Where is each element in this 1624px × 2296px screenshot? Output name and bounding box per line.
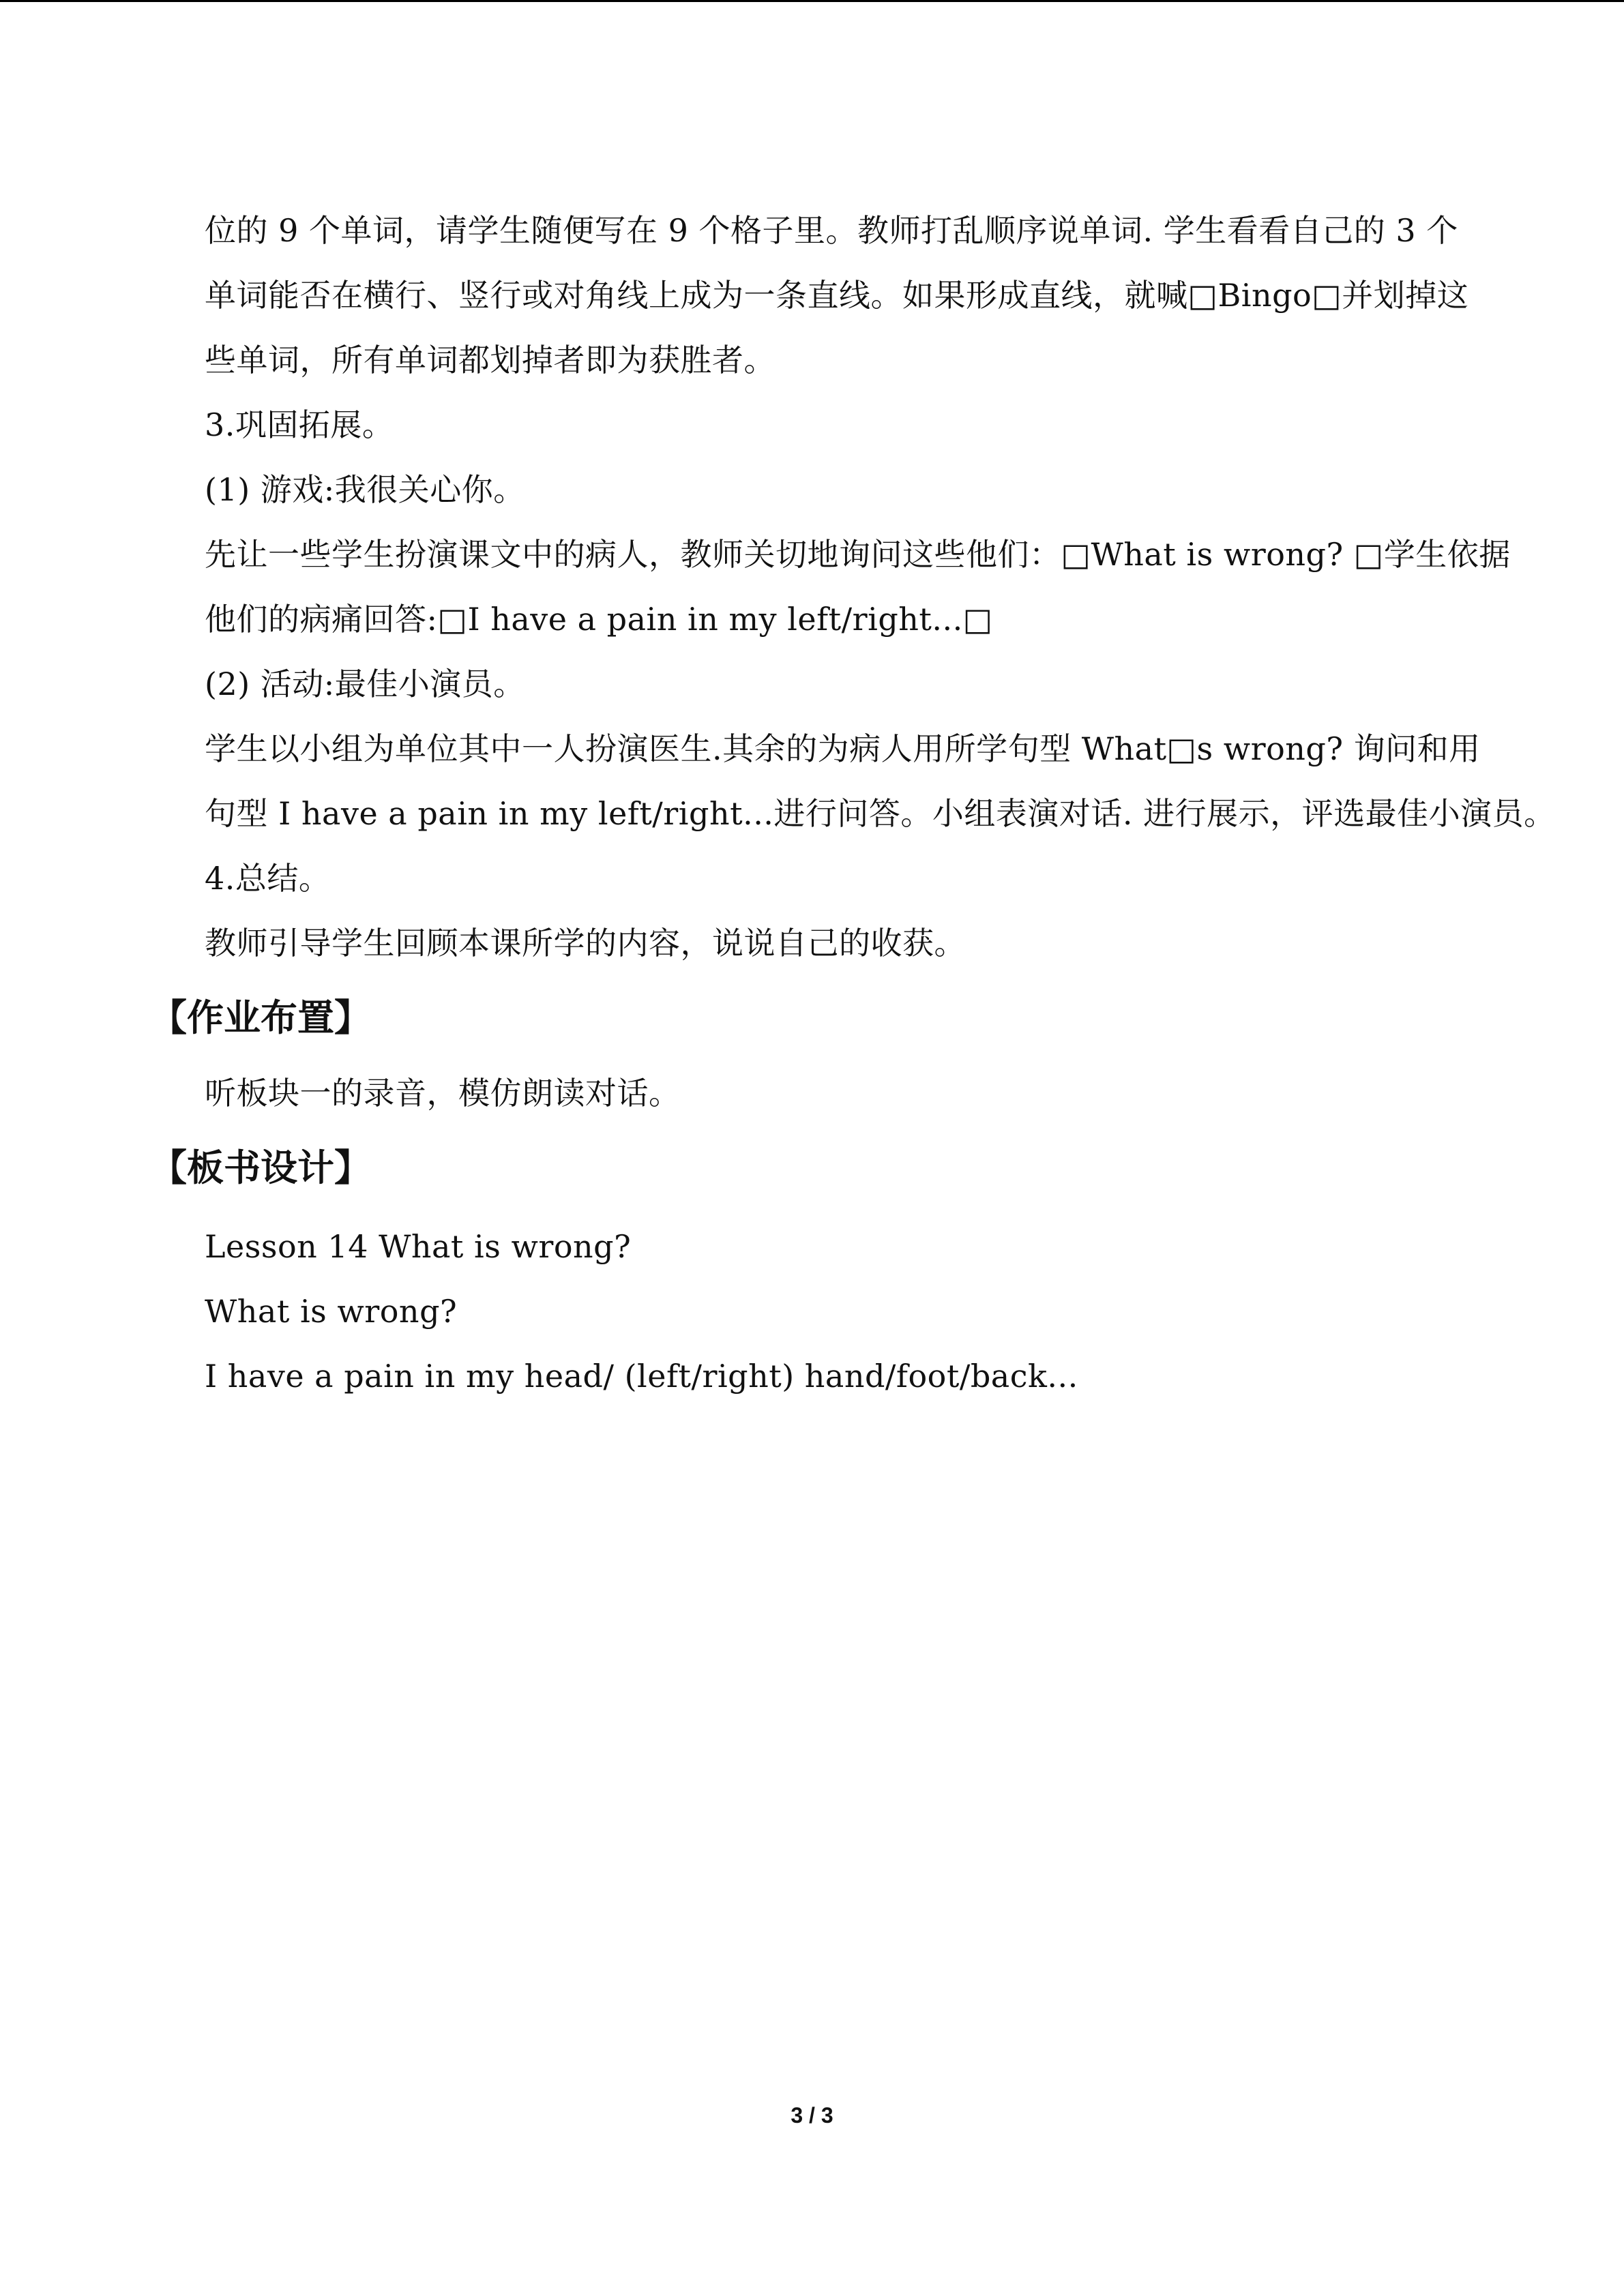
paragraph-line: 位的 9 个单词，请学生随便写在 9 个格子里。教师打乱顺序说单词. 学生看看自己的 3 个 <box>205 212 1458 249</box>
paragraph-line: 单词能否在横行、竖行或对角线上成为一条直线。如果形成直线，就喊□Bingo□并划掉这 <box>205 277 1469 314</box>
section-step-4: 4.总结。 <box>205 860 331 897</box>
paragraph-line: 些单词，所有单词都划掉者即为获胜者。 <box>205 342 776 378</box>
board-line: I have a pain in my head/ (left/right) hand/foot/back... <box>205 1358 1078 1395</box>
homework-text: 听板块一的录音，模仿朗读对话。 <box>205 1075 681 1112</box>
activity-heading-1: (1) 游戏:我很关心你。 <box>205 471 525 508</box>
top-border-line <box>0 0 1624 2</box>
paragraph-line: 学生以小组为单位其中一人扮演医生.其余的为病人用所学句型 What□s wrong? 询问和用 <box>205 730 1481 767</box>
activity-heading-2: (2) 活动:最佳小演员。 <box>205 666 525 702</box>
paragraph-line: 句型 I have a pain in my left/right...进行问答。小组表演对话. 进行展示，评选最佳小演员。 <box>205 795 1556 832</box>
board-design-heading: 【板书设计】 <box>150 1146 371 1189</box>
paragraph-line: 他们的病痛回答:□I have a pain in my left/right...□ <box>205 601 993 638</box>
paragraph-line: 先让一些学生扮演课文中的病人，教师关切地询问这些他们：□What is wrong? □学生依据 <box>205 536 1511 573</box>
page-number: 3 / 3 <box>791 2103 833 2128</box>
board-line: What is wrong? <box>205 1293 458 1330</box>
board-line: Lesson 14 What is wrong? <box>205 1228 632 1265</box>
homework-heading: 【作业布置】 <box>150 996 371 1039</box>
paragraph-line: 教师引导学生回顾本课所学的内容，说说自己的收获。 <box>205 925 966 961</box>
section-step-3: 3.巩固拓展。 <box>205 406 394 443</box>
